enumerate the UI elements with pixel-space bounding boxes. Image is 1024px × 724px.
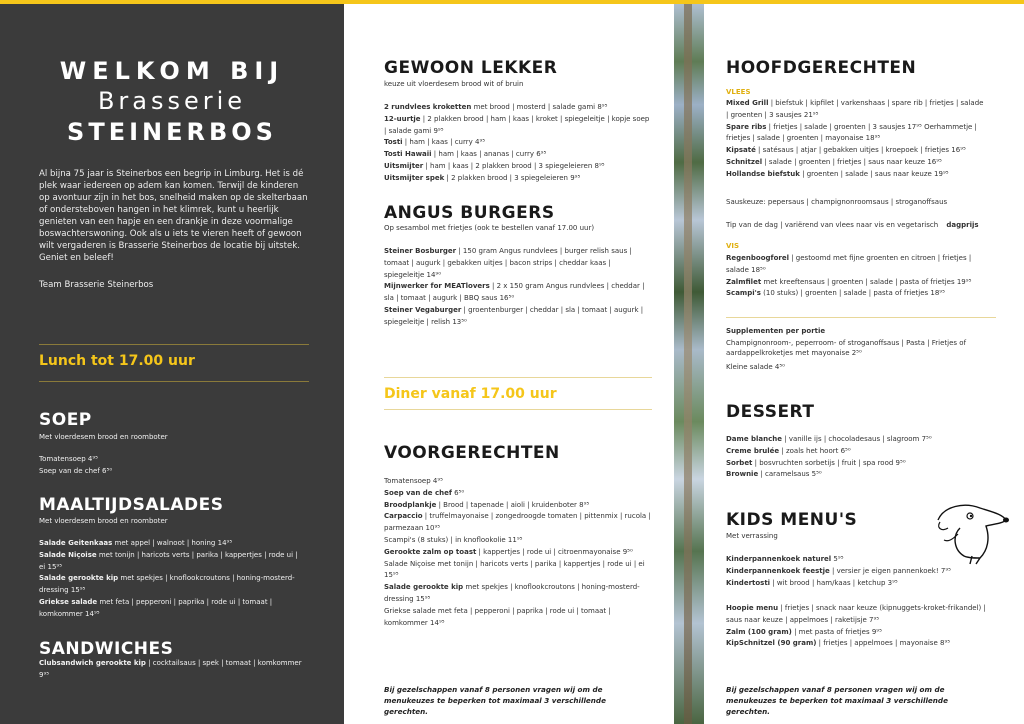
menu-item-name: Soep van de chef — [384, 488, 452, 497]
menu-item — [39, 597, 301, 621]
section-title-kids: KIDS MENU'S — [726, 510, 858, 530]
menu-item-description: met spekjes | knoflookcroutons | honing-mosterd-dressing — [39, 574, 295, 595]
menu-item-description: met brood | mosterd | salade gami — [471, 103, 596, 111]
menu-item-name: Steiner Vegaburger — [384, 305, 462, 314]
menu-item-price: 6⁵⁰ — [99, 466, 113, 475]
menu-item — [39, 538, 301, 550]
menu-item-description: | cocktailsaus | spek | tomaat | komkommer — [145, 659, 302, 667]
menu-list — [39, 454, 299, 478]
section-subtitle: Met vloerdesem brood en roomboter — [39, 433, 168, 441]
menu-item-name: Broodplankje — [384, 500, 437, 509]
menu-item — [726, 627, 988, 639]
menu-item-description: Salade Niçoise met tonijn | haricots verts | parika | kappertjes | rode ui | ei — [384, 559, 645, 568]
menu-item-price: 6⁵⁰ — [838, 446, 851, 455]
menu-item-price: 5⁵⁰ — [809, 470, 822, 479]
menu-item-description: met spekjes | knoflookcroutons | honing-mosterd-dressing — [384, 583, 640, 603]
divider — [39, 381, 309, 382]
lunch-heading: Lunch tot 17.00 uur — [39, 353, 195, 369]
menu-item-name: Kinderpannenkoek naturel — [726, 555, 832, 563]
hero-line-1: WELKOM BIJ — [59, 57, 285, 85]
menu-item-name: Mixed Grill — [726, 99, 769, 107]
menu-item-description: Griekse salade met feta | pepperoni | paprika | rode ui | tomaat | komkommer — [384, 606, 611, 627]
right-column — [704, 4, 1024, 724]
forest-photo-strip — [674, 4, 704, 724]
menu-item-price: 9⁵⁰ — [620, 547, 633, 556]
divider — [384, 409, 652, 410]
menu-item — [384, 535, 654, 547]
menu-item-description: | 150 gram Angus rundvlees | burger relish saus | tomaat | augurk | gebakken uitjes | bacon strips | cheddar kaas | spiegeleitje — [384, 247, 632, 279]
menu-item-price: 14⁹⁰ — [424, 270, 442, 279]
menu-item — [726, 288, 988, 300]
supplements-line-2: Kleine salade 4⁵⁰ — [726, 363, 785, 371]
menu-item-description: | bosvruchten sorbetijs | fruit | spa rood — [752, 458, 894, 467]
menu-item-price: 9⁹⁵ — [39, 670, 50, 679]
menu-item-price: 13⁵⁰ — [450, 317, 467, 326]
menu-item-name: Mijnwerker for MEATlovers — [384, 282, 490, 291]
menu-item-name: Tosti — [384, 138, 403, 147]
menu-item-price: 8⁹⁵ — [576, 500, 590, 509]
menu-item-description: | groentenburger | cheddar | sla | tomaat | augurk | spiegeleitje | relish — [384, 305, 644, 326]
menu-item — [384, 137, 652, 149]
menu-item-description: met tonijn | haricots verts | parika | kappertjes | rode ui | ei — [39, 550, 298, 571]
menu-item-description: | truffelmayonaise | zongedroogde tomaten | pittenmix | rucola | parmezaan — [384, 512, 651, 533]
menu-item-price: 6⁵⁰ — [451, 488, 465, 497]
menu-item-description: | met pasta of frietjes — [791, 627, 870, 636]
menu-item-price: 7⁵⁰ — [919, 435, 932, 443]
section-title-soep: SOEP — [39, 410, 92, 430]
menu-item-description: | caramelsaus — [758, 470, 810, 479]
menu-item — [39, 550, 301, 574]
hero-line-2: Brasserie — [97, 87, 247, 115]
menu-item-price: 18⁹⁵ — [928, 289, 945, 298]
menu-item-description: | Brood | tapenade | aioli | kruidenboter — [436, 500, 577, 509]
menu-item-name: Uitsmijter spek — [384, 173, 445, 182]
section-title-sandwiches: SANDWICHES — [39, 639, 174, 659]
menu-item — [384, 161, 652, 173]
section-subtitle: keuze uit vloerdesem brood wit of bruin — [384, 80, 524, 88]
section-title-dessert: DESSERT — [726, 402, 815, 422]
menu-item — [384, 305, 652, 329]
diner-heading: Diner vanaf 17.00 uur — [384, 386, 557, 402]
menu-item — [726, 253, 988, 277]
section-subtitle: Met vloerdesem brood en roomboter — [39, 517, 168, 525]
menu-item-name: Kindertosti — [726, 578, 771, 587]
menu-item — [39, 573, 301, 597]
menu-list — [726, 253, 988, 300]
menu-item-name: Steiner Bosburger — [384, 247, 457, 255]
menu-item — [39, 466, 299, 478]
menu-list — [726, 603, 988, 650]
group-note: Bij gezelschappen vanaf 8 personen vragen wij om de menukeuzes te beperken tot maximaal 3 verschillende gerechten. — [384, 685, 606, 716]
menu-item-description: | frietjes | appelmoes | mayonaise — [816, 639, 938, 648]
menu-item-description: met appel | walnoot | honing — [112, 539, 216, 547]
menu-item — [726, 98, 988, 122]
menu-item — [384, 547, 654, 559]
menu-item-price: 19⁹⁵ — [954, 277, 972, 286]
menu-item-price: 14⁹⁵ — [427, 618, 445, 627]
supplements-line-1: Champignonroom-, peperroom- of stroganoffsaus | Pasta | Frietjes of aardappelkroketjes met mayonaise 2⁵⁰ — [726, 339, 967, 357]
divider — [39, 344, 309, 345]
menu-item — [384, 488, 654, 500]
menu-item-name: Griekse salade — [39, 597, 98, 606]
section-subtitle: Op sesambol met frietjes (ook te bestellen vanaf 17.00 uur) — [384, 224, 595, 232]
divider — [384, 377, 652, 378]
menu-item-description: | frietjes | snack naar keuze (kipnuggets-kroket-frikandel) | saus naar keuze | appelmoes | raketijsje — [726, 604, 986, 624]
menu-item — [384, 281, 652, 305]
menu-item-name: Brownie — [726, 470, 759, 479]
middle-column — [344, 4, 674, 724]
menu-item-name: Zalmfilet — [726, 277, 762, 286]
menu-item — [384, 114, 652, 138]
menu-item — [384, 582, 654, 606]
menu-item-name: Dame blanche — [726, 435, 783, 443]
menu-item — [726, 566, 988, 578]
menu-item — [726, 578, 988, 590]
menu-item-name: Salade Niçoise — [39, 550, 97, 559]
divider — [726, 317, 996, 318]
menu-item-price: 6⁹⁵ — [533, 150, 547, 159]
menu-item-name: Uitsmijter — [384, 161, 424, 170]
menu-item-description: Scampi's (8 stuks) | in knoflookolie — [384, 535, 506, 544]
tree-trunk — [684, 4, 692, 724]
menu-item — [384, 606, 654, 630]
menu-item-name: Creme brulée — [726, 446, 780, 455]
section-title-burgers: ANGUS BURGERS — [384, 203, 555, 223]
menu-item-price: 3⁹⁵ — [885, 578, 898, 587]
menu-item-price: 14⁹⁵ — [82, 609, 100, 618]
menu-item-description: met feta | pepperoni | paprika | rode ui | tomaat | komkommer — [39, 597, 273, 618]
menu-item-name: Schnitzel — [726, 157, 763, 166]
menu-item — [384, 102, 652, 114]
menu-item — [726, 638, 988, 650]
menu-item-price: 7⁹⁵ — [938, 566, 951, 575]
menu-item-description: | salade | groenten | frietjes | saus naar keuze — [762, 157, 926, 166]
hero-title — [0, 56, 344, 148]
menu-item-description: | 2 plakken brood | 3 spiegeleieren — [444, 173, 568, 182]
menu-item-name: Zalm (100 gram) — [726, 627, 792, 636]
tip-of-day — [726, 220, 988, 230]
menu-item-price: 19⁹⁵ — [931, 169, 949, 178]
menu-item-price: 8⁹⁵ — [592, 161, 605, 170]
menu-item — [726, 469, 988, 481]
menu-item-description: | versier je eigen pannenkoek! — [829, 566, 939, 575]
menu-item — [39, 658, 309, 682]
menu-item-name: Sorbet — [726, 458, 753, 467]
menu-item-price: 11⁹⁵ — [505, 535, 523, 544]
menu-item-price: 4⁹⁵ — [85, 455, 98, 463]
menu-item — [726, 122, 988, 146]
menu-list — [384, 246, 652, 329]
menu-item-description: | wit brood | ham/kaas | ketchup — [770, 578, 886, 587]
category-label-vis: VIS — [726, 242, 740, 250]
menu-item-description: | zoals het hoort — [779, 446, 839, 455]
menu-item-price: 4⁹⁵ — [472, 138, 486, 147]
menu-item-price: 9⁹⁵ — [431, 126, 444, 135]
menu-item-name: Kinderpannenkoek feestje — [726, 566, 830, 575]
tip-text: Tip van de dag | variërend van vlees naar vis en vegetarisch — [726, 221, 939, 229]
menu-item — [726, 434, 988, 446]
menu-list — [726, 98, 988, 181]
menu-item-price: 8⁹⁵ — [937, 639, 951, 648]
menu-item-description: | frietjes | salade | groenten | 3 sausjes 17⁹⁵ Oerhammetje | frietjes | salade | groenten | mayonaise — [726, 122, 977, 143]
menu-item-description: | 2 x 150 gram Angus rundvlees | cheddar | sla | tomaat | augurk | BBQ saus — [384, 282, 645, 303]
menu-item-price: 15⁹⁵ — [384, 571, 399, 580]
menu-item-name: Kipsaté — [726, 146, 756, 155]
menu-item-price: 9⁹⁵ — [869, 627, 882, 636]
menu-item — [384, 476, 654, 488]
menu-item — [384, 500, 654, 512]
section-title-salades: MAALTIJDSALADES — [39, 495, 224, 515]
menu-item — [726, 446, 988, 458]
menu-item-description: (10 stuks) | groenten | salade | pasta of frietjes — [760, 289, 929, 298]
section-subtitle: Met verrassing — [726, 532, 778, 540]
menu-item-name: KipSchnitzel (90 gram) — [726, 639, 817, 648]
menu-item-name: 2 rundvlees kroketten — [384, 103, 472, 111]
menu-item-price: 9⁵⁰ — [893, 458, 906, 467]
intro-text: Al bijna 75 jaar is Steinerbos een begrip in Limburg. Het is dé plek waar iedereen op adem kan komen. Terwijl de kinderen op avontuur zijn in het bos, snelheid maken op de skelterbaan of ondersteboven hangen in het klimrek, kunt u heerlijk genieten van een hapje en een drankje in deze voormalige boswachterswoning. Ook als u iets te vieren heeft of gewoon wilt vergaderen is Brasserie Steinerbos de locatie bij uitstek. Geniet en beleef! — [39, 169, 308, 263]
menu-item-description: Tomatensoep — [384, 477, 431, 485]
menu-item-description: | ham | kaas | ananas | curry — [431, 150, 534, 159]
menu-item-price: 16⁹⁵ — [925, 157, 942, 166]
section-title-voorgerechten: VOORGERECHTEN — [384, 443, 560, 463]
menu-item — [726, 277, 988, 289]
section-title-gewoon: GEWOON LEKKER — [384, 58, 558, 78]
menu-item-price: 15⁹⁵ — [45, 562, 63, 571]
menu-item — [726, 458, 988, 470]
sauce-choice: Sauskeuze: pepersaus | champignonroomsaus | stroganoffsaus — [726, 198, 948, 206]
menu-item-name: Carpaccio — [384, 512, 423, 521]
menu-item-price: 4⁹⁵ — [430, 477, 443, 485]
menu-item-description: met kreeftensaus | groenten | salade | pasta of frietjes — [761, 277, 955, 286]
menu-list — [39, 658, 309, 682]
menu-item-price: 14⁹⁵ — [215, 539, 233, 547]
menu-item-name: Gerookte zalm op toast — [384, 547, 477, 556]
menu-item-name: Clubsandwich gerookte kip — [39, 659, 146, 667]
menu-item-price: 18⁵⁰ — [748, 265, 766, 274]
menu-item-description: | ham | kaas | curry — [402, 138, 473, 147]
menu-item-description: | ham | kaas | 2 plakken brood | 3 spiegeleieren — [423, 161, 593, 170]
menu-item-name: Salade Geitenkaas — [39, 539, 113, 547]
menu-item-description: | groenten | salade | saus naar keuze — [799, 169, 932, 178]
menu-item-price: 10⁹⁵ — [423, 524, 441, 533]
menu-item-description: | gestoomd met fijne groenten en citroen | frietjes | salade — [726, 254, 972, 274]
menu-item-price: 16⁵⁰ — [497, 294, 515, 303]
group-note: Bij gezelschappen vanaf 8 personen vragen wij om de menukeuzes te beperken tot maximaal 3 verschillende gerechten. — [726, 685, 948, 716]
menu-list — [39, 538, 301, 621]
menu-list — [726, 434, 988, 481]
team-signature: Team Brasserie Steinerbos — [39, 280, 154, 290]
menu-item — [384, 173, 652, 185]
menu-item — [726, 145, 988, 157]
menu-item-price: 16⁹⁵ — [949, 146, 966, 155]
menu-item-name: Regenboogforel — [726, 254, 789, 262]
menu-item — [384, 149, 652, 161]
menu-item-price: 5⁹⁵ — [831, 555, 844, 563]
menu-item-description: Tomatensoep — [39, 455, 86, 463]
menu-item-price: 18⁹⁵ — [863, 134, 881, 143]
menu-item-price: 21⁹⁵ — [801, 110, 819, 119]
menu-item-price: 9⁹⁵ — [567, 173, 581, 182]
menu-item — [384, 246, 652, 281]
menu-item-description: | biefstuk | kipfilet | varkenshaas | spare rib | frietjes | salade | groenten | 3 sausjes — [726, 99, 984, 119]
category-label-vlees: VLEES — [726, 88, 751, 96]
menu-item-description: | kappertjes | rode ui | citroenmayonaise — [476, 547, 621, 556]
hero-line-3: STEINERBOS — [67, 118, 277, 146]
menu-item-name: Salade gerookte kip — [39, 574, 119, 583]
menu-item — [384, 511, 654, 535]
menu-item-name: Scampi's — [726, 289, 761, 298]
menu-item-name: Salade gerookte kip — [384, 583, 464, 592]
menu-item — [726, 603, 988, 627]
tip-price: dagprijs — [946, 221, 979, 229]
supplements-title: Supplementen per portie — [726, 327, 826, 335]
section-title-hoofdgerechten: HOOFDGERECHTEN — [726, 58, 917, 78]
menu-item-description: | vanille ijs | chocoladesaus | slagroom — [782, 435, 920, 443]
left-panel — [0, 4, 344, 724]
menu-item — [384, 559, 654, 583]
mole-mascot-icon — [930, 498, 1010, 566]
menu-item-name: Hoopie menu — [726, 604, 779, 612]
menu-item-description: | satésaus | atjar | gebakken uitjes | kroepoek | frietjes — [755, 146, 950, 155]
menu-item-description: Soep van de chef — [39, 466, 100, 475]
menu-item — [726, 169, 988, 181]
menu-item-price: 15⁹⁵ — [68, 586, 86, 595]
menu-item-name: Hollandse biefstuk — [726, 169, 800, 178]
menu-item-name: Tosti Hawaii — [384, 150, 432, 159]
menu-list — [384, 102, 652, 185]
menu-item-name: 12-uurtje — [384, 114, 421, 123]
menu-list — [384, 476, 654, 629]
menu-item-price: 15⁹⁵ — [413, 594, 431, 603]
menu-item-price: 7⁹⁵ — [866, 615, 880, 624]
menu-item — [39, 454, 299, 466]
menu-item-name: Spare ribs — [726, 122, 767, 131]
menu-item-description: | 2 plakken brood | ham | kaas | kroket | spiegeleitje | kopje soep | salade gami — [384, 114, 650, 135]
menu-item — [726, 157, 988, 169]
menu-item-price: 8⁹⁵ — [595, 103, 608, 111]
